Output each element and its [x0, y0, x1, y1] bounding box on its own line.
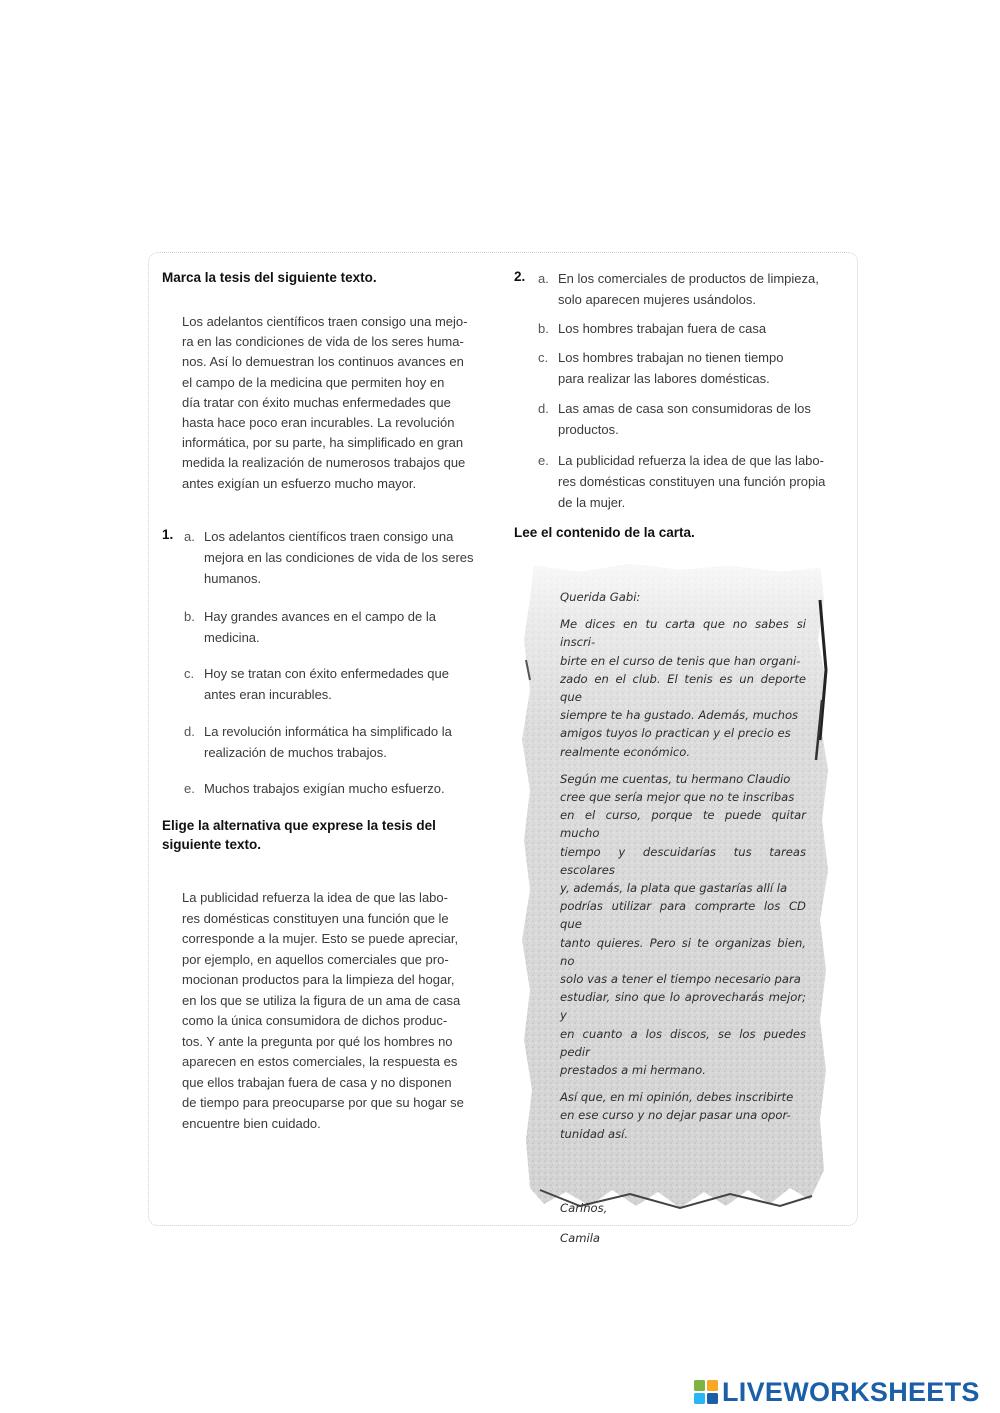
option-text: res domésticas constituyen una función propia — [558, 474, 826, 489]
passage-line: día tratar con éxito muchas enfermedades que — [182, 394, 451, 410]
passage-line: de tiempo para preocuparse por que su hogar se — [182, 1095, 464, 1110]
option-text: Hoy se tratan con éxito enfermedades que — [204, 666, 449, 681]
section1-heading: Marca la tesis del siguiente texto. — [162, 270, 377, 285]
letter-line: birte en el curso de tenis que han organi- — [560, 653, 801, 668]
brand-name: LIVEWORKSHEETS — [722, 1377, 980, 1407]
passage-line: hasta hace poco eran incurables. La revolución — [182, 415, 455, 431]
option-letter: a. — [538, 271, 549, 286]
letter-line: amigos tuyos lo practican y el precio es — [560, 726, 791, 741]
option-text: solo aparecen mujeres usándolos. — [558, 292, 757, 307]
option-text: La publicidad refuerza la idea de que las labo- — [558, 453, 824, 468]
option-text: mejora en las condiciones de vida de los seres — [204, 550, 474, 565]
letter-line: tanto quieres. Pero si te organizas bien, no — [560, 935, 806, 968]
question2-number: 2. — [514, 269, 526, 284]
passage-line: aparecen en estos comerciales, la respuesta es — [182, 1054, 458, 1069]
letter-line: Según me cuentas, tu hermano Claudio — [560, 771, 791, 786]
option-letter: c. — [184, 666, 195, 681]
letter-paragraph-1 — [560, 615, 806, 761]
option-letter: b. — [538, 321, 549, 336]
option-text: Los hombres trabajan no tienen tiempo — [558, 350, 784, 365]
option-text: medicina. — [204, 630, 260, 645]
letter-line: en el curso, porque te puede quitar mucho — [560, 808, 806, 841]
passage-line: antes exigían un esfuerzo mucho mayor. — [182, 475, 417, 491]
question2 — [514, 268, 844, 518]
option-text: En los comerciales de productos de limpieza, — [558, 271, 819, 286]
passage-line: por ejemplo, en aquellos comerciales que pro- — [182, 951, 449, 967]
section2-passage — [182, 888, 472, 1134]
passage-line: corresponde a la mujer. Esto se puede apreciar, — [182, 931, 459, 946]
option-text: Los adelantos científicos traen consigo una — [204, 529, 454, 544]
option-text: Los hombres trabajan fuera de casa — [558, 321, 767, 336]
option-letter: e. — [184, 781, 195, 796]
option-text: Hay grandes avances en el campo de la — [204, 609, 436, 624]
heading-line: Elige la alternativa que exprese la tesis del — [162, 818, 436, 833]
letter-line: podrías utilizar para comprarte los CD que — [560, 899, 806, 932]
option-text: realización de muchos trabajos. — [204, 745, 387, 760]
passage-line: informática, por su parte, ha simplificado en gran — [182, 435, 464, 451]
passage-line: La publicidad refuerza la idea de que las labo- — [182, 890, 448, 905]
letter-line: y, además, la plata que gastarías allí la — [560, 881, 788, 896]
letter-signature: Camila — [560, 1231, 601, 1246]
letter-line: prestados a mi hermano. — [560, 1063, 706, 1078]
option-text: para realizar las labores domésticas. — [558, 371, 770, 386]
option-text: Muchos trabajos exigían mucho esfuerzo. — [204, 781, 445, 796]
passage-line: nos. Así lo demuestran los continuos avances en — [182, 354, 464, 370]
passage-line: mocionan productos para la limpieza del hogar, — [182, 972, 455, 987]
passage-line: tos. Y ante la pregunta por qué los hombres no — [182, 1033, 453, 1049]
option-text: productos. — [558, 422, 619, 437]
letter-paragraph-2 — [560, 770, 806, 1079]
option-letter: c. — [538, 350, 549, 365]
letter-line: Me dices en tu carta que no sabes si inscri- — [560, 617, 806, 650]
passage-line: Los adelantos científicos traen consigo una mejo- — [182, 314, 468, 329]
letter-line: tiempo y descuidarías tus tareas escolares — [560, 844, 806, 877]
letter-line: realmente económico. — [560, 744, 691, 759]
passage-line: encuentre bien cuidado. — [182, 1115, 321, 1131]
section1-passage — [182, 312, 472, 494]
option-text: antes eran incurables. — [204, 687, 332, 702]
passage-line: como la única consumidora de dichos produc- — [182, 1013, 448, 1028]
option-text: La revolución informática ha simplificado la — [204, 724, 452, 739]
letter-line: estudiar, sino que lo aprovecharás mejor; y — [560, 990, 806, 1023]
letter-paragraph-3 — [560, 1088, 806, 1143]
option-letter: d. — [538, 401, 549, 416]
liveworksheets-logo-icon — [694, 1380, 718, 1404]
letter-line: en cuanto a los discos, se los puedes pedir — [560, 1026, 806, 1059]
letter-line: siempre te ha gustado. Además, muchos — [560, 708, 799, 723]
option-letter: d. — [184, 724, 195, 739]
section3-heading: Lee el contenido de la carta. — [514, 525, 695, 540]
letter-line: Así que, en mi opinión, debes inscribirte — [560, 1090, 794, 1105]
letter-line: en ese curso y no dejar pasar una opor- — [560, 1108, 791, 1123]
letter-greeting: Querida Gabi: — [560, 590, 641, 604]
letter-line: zado en el club. El tenis es un deporte que — [560, 671, 806, 705]
heading-line: siguiente texto. — [162, 837, 262, 852]
passage-line: res domésticas constituyen una función que le — [182, 910, 449, 926]
question1-number: 1. — [162, 527, 174, 542]
liveworksheets-brand — [694, 1377, 994, 1407]
question1 — [162, 526, 492, 806]
passage-line: en los que se utiliza la figura de un ama de casa — [182, 992, 461, 1008]
option-letter: b. — [184, 609, 195, 624]
letter-text — [560, 588, 806, 1247]
section2-heading — [162, 816, 492, 854]
letter-closing: Cariños, — [560, 1200, 608, 1215]
letter-line: solo vas a tener el tiempo necesario para — [560, 972, 801, 987]
letter-line: tunidad así. — [560, 1126, 629, 1141]
option-letter: a. — [184, 529, 195, 544]
passage-line: el campo de la medicina que permiten hoy en — [182, 374, 445, 390]
letter-line: cree que sería mejor que no te inscribas — [560, 790, 795, 805]
option-text: de la mujer. — [558, 495, 626, 510]
passage-line: que ellos trabajan fuera de casa y no disponen — [182, 1074, 452, 1090]
option-letter: e. — [538, 453, 549, 468]
passage-line: ra en las condiciones de vida de los seres huma- — [182, 334, 464, 350]
option-text: Las amas de casa son consumidoras de los — [558, 401, 811, 416]
letter-paper — [520, 560, 836, 1246]
option-text: humanos. — [204, 571, 262, 586]
passage-line: medida la realización de numerosos trabajos que — [182, 455, 466, 471]
